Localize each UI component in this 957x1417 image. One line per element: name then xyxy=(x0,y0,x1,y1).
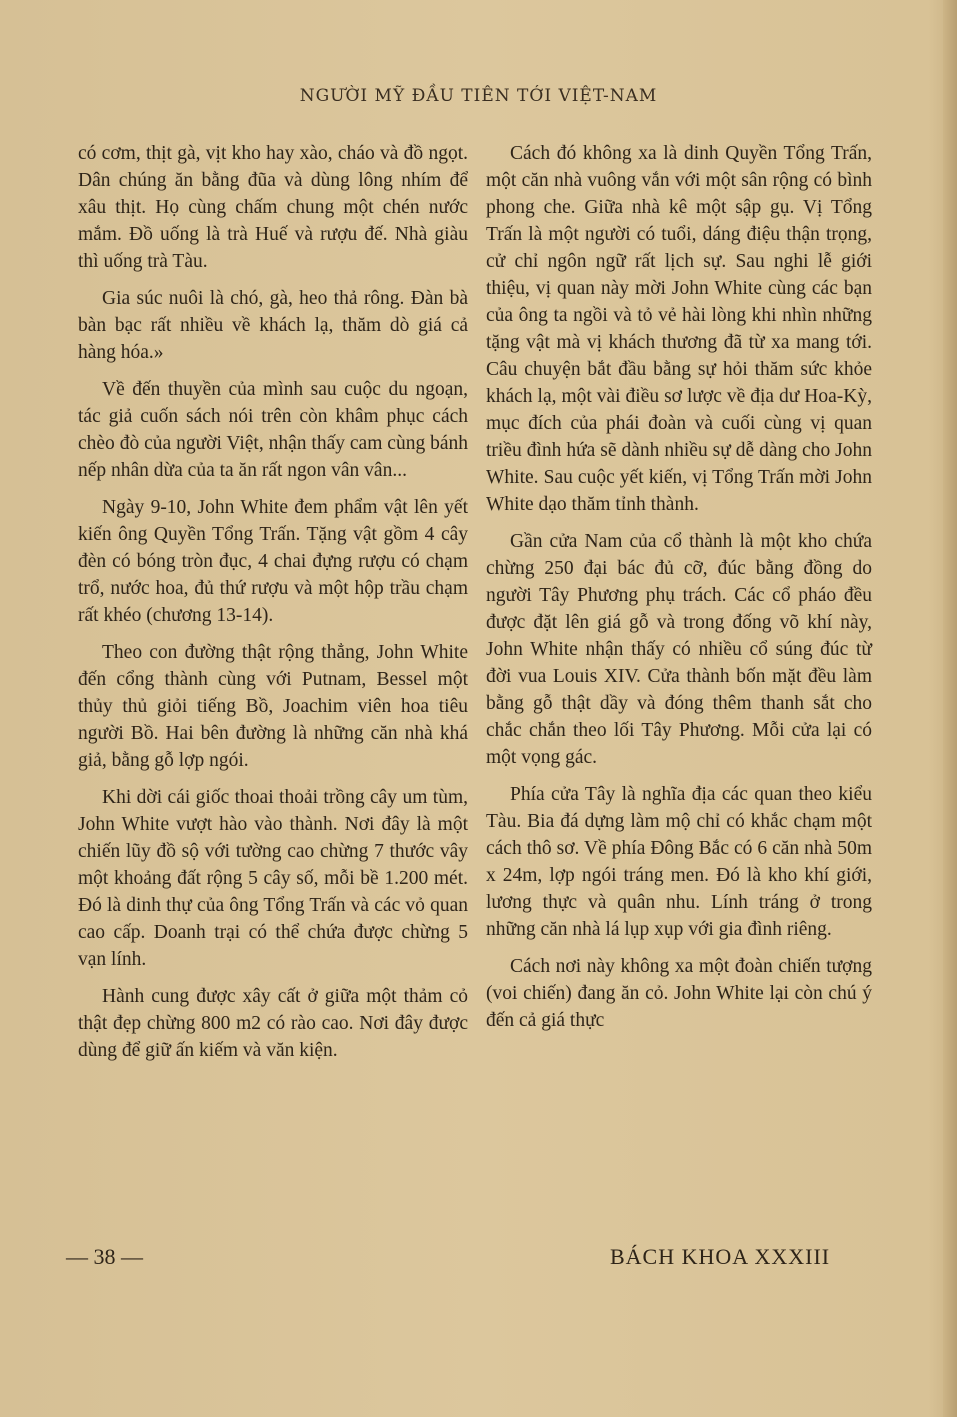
page-edge xyxy=(943,0,957,1417)
paragraph: Gia súc nuôi là chó, gà, heo thả rông. Đàn bà bàn bạc rất nhiều về khách lạ, thăm dò giá cả hàng hóa.» xyxy=(78,288,468,363)
paragraph: Ngày 9-10, John White đem phẩm vật lên yết kiến ông Quyền Tổng Trấn. Tặng vật gồm 4 cây đèn có bóng tròn đục, 4 chai đựng rượu có chạm trổ, nước hoa, đủ thứ rượu và một hộp trầu chạm rất khéo (chương 13-14). xyxy=(78,497,468,626)
paragraph: Cách nơi này không xa một đoàn chiến tượng (voi chiến) đang ăn cỏ. John White lại còn chú ý đến cả giá thực xyxy=(486,956,872,1031)
running-head: NGƯỜI MỸ ĐẦU TIÊN TỚI VIỆT-NAM xyxy=(299,86,658,106)
paragraph: Khi dời cái giốc thoai thoải trồng cây um tùm, John White vượt hào vào thành. Nơi đây là một chiến lũy đồ sộ với tường cao chừng 7 thước vây một khoảng đất rộng 5 cây số, mỗi bề 1.200 mét. Đó là dinh thự của ông Tổng Trấn và các vỏ quan cao cấp. Doanh trại có thể chứa được chừng 5 vạn lính. xyxy=(78,787,468,970)
paragraph: Phía cửa Tây là nghĩa địa các quan theo kiểu Tàu. Bia đá dựng làm mộ chỉ có khắc chạm một cách thô sơ. Về phía Đông Bắc có 6 căn nhà 50m x 24m, lợp ngói tráng men. Đó là kho khí giới, lương thực và quân nhu. Lính tráng ở trong những căn nhà lá lụp xụp với gia đình riêng. xyxy=(486,784,872,940)
paragraph: Theo con đường thật rộng thẳng, John White đến cổng thành cùng với Putnam, Bessel một thủy thủ giỏi tiếng Bồ, Joachim viên hoa tiêu người Bồ. Hai bên đường là những căn nhà khá giả, bằng gỗ lợp ngói. xyxy=(78,642,468,771)
paragraph: Hành cung được xây cất ở giữa một thảm cỏ thật đẹp chừng 800 m2 có rào cao. Nơi đây được dùng để giữ ấn kiếm và văn kiện. xyxy=(78,986,468,1061)
paragraph: Về đến thuyền của mình sau cuộc du ngoạn, tác giả cuốn sách nói trên còn khâm phục cách chèo đò của người Việt, nhận thấy cam cùng bánh nếp nhân dừa của ta ăn rất ngon vân vân... xyxy=(78,379,468,481)
paragraph: có cơm, thịt gà, vịt kho hay xào, cháo và đồ ngọt. Dân chúng ăn bằng đũa và dùng lông nhím để xâu thịt. Họ cùng chấm chung một chén nước mắm. Đồ uống là trà Huế và rượu đế. Nhà giàu thì uống trà Tàu. xyxy=(78,143,468,272)
journal-title: BÁCH KHOA XXXIII xyxy=(610,1244,831,1269)
paragraph: Gần cửa Nam của cổ thành là một kho chứa chừng 250 đại bác đủ cỡ, đúc bằng đồng do người Tây Phương phụ trách. Các cổ pháo đều được đặt lên giá gỗ và trong đống võ khí này, John White nhận thấy có nhiều cổ súng đúc từ đời vua Louis XIV. Cửa thành bốn mặt đều làm bằng gỗ thật dầy và đóng thêm thanh sắt cho chắc chắn theo lối Tây Phương. Mỗi cửa lại có một vọng gác. xyxy=(486,531,872,768)
left-column xyxy=(78,140,468,1074)
right-column xyxy=(486,140,872,1044)
page-number: — 38 — xyxy=(66,1244,143,1269)
paragraph: Cách đó không xa là dinh Quyền Tổng Trấn, một căn nhà vuông vắn với một sân rộng có bình phong che. Giữa nhà kê một sập gụ. Vị Tổng Trấn là một người có tuổi, dáng điệu thận trọng, cử chỉ ngôn ngữ rất lịch sự. Sau nghi lễ giới thiệu, vị quan này mời John White cùng các bạn của ông ta ngồi và tỏ vẻ hài lòng khi nhìn những tặng vật mà vị khách thương đã từ xa mang tới. Câu chuyện bắt đầu bằng sự hỏi thăm sức khỏe khách lạ, một vài điều sơ lược về địa dư Hoa-Kỳ, mục đích của phái đoàn và cuối cùng vị quan triều đình hứa sẽ dành nhiều sự dễ dàng cho John White. Sau cuộc yết kiến, vị Tổng Trấn mời John White dạo thăm tỉnh thành. xyxy=(486,143,872,515)
